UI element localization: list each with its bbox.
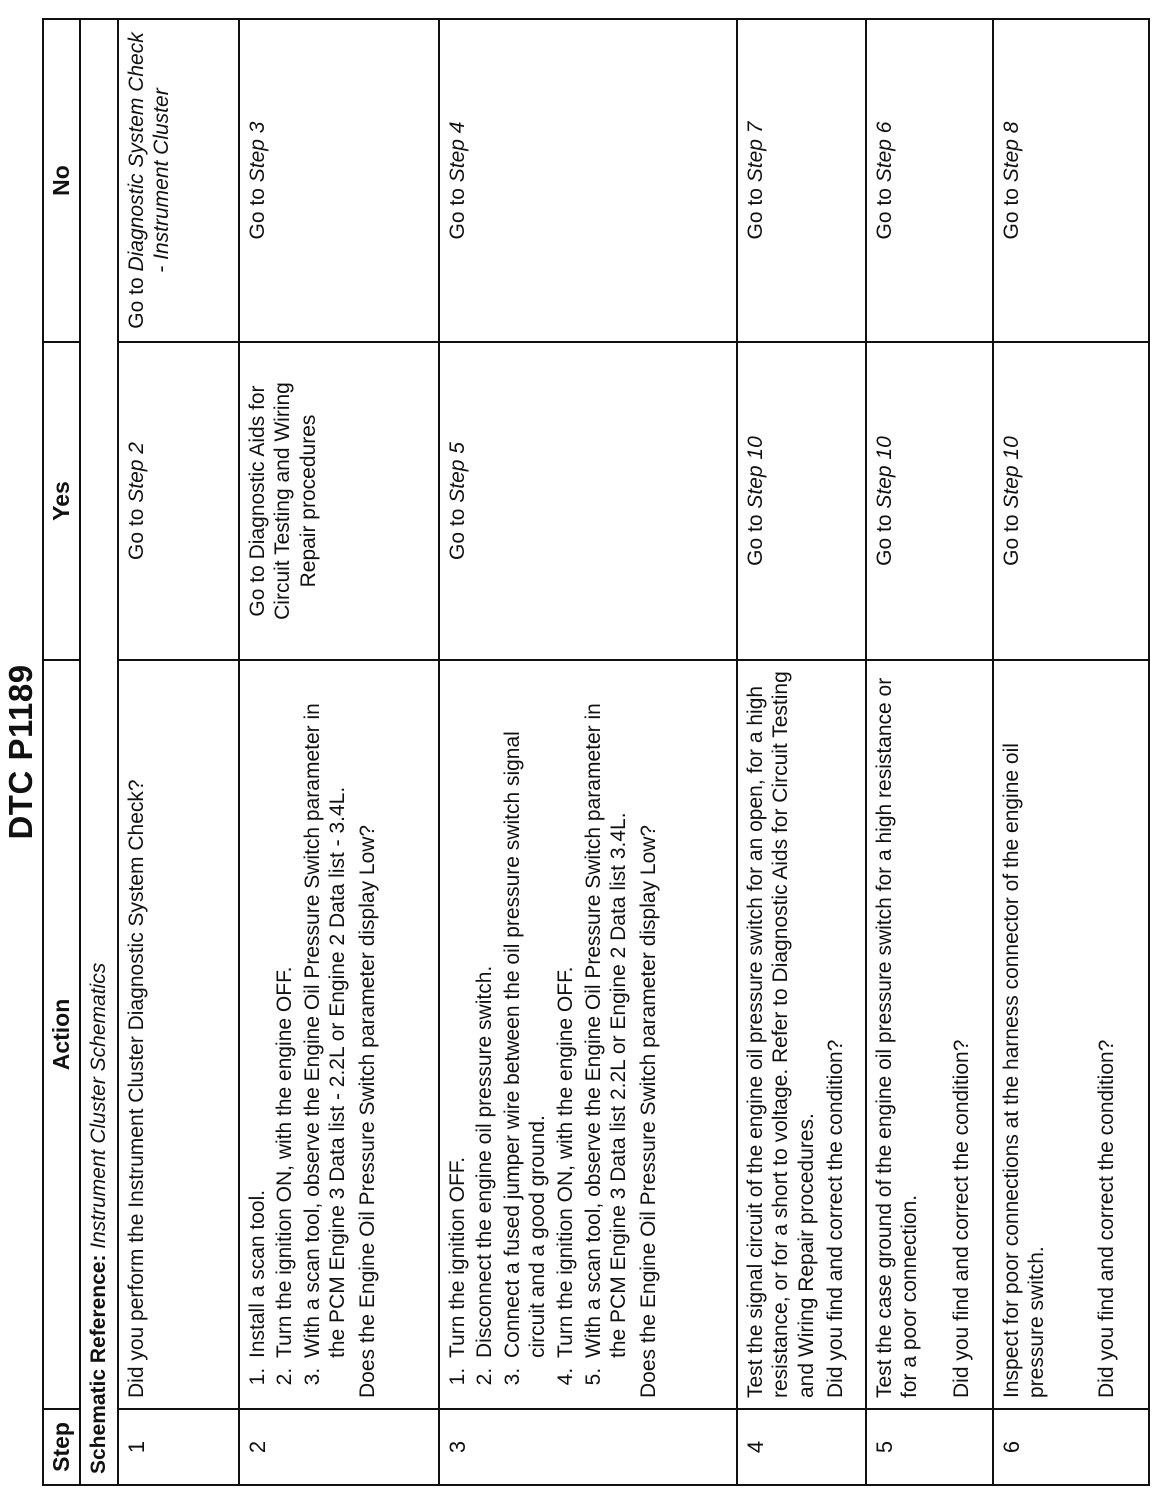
step-number: 3 — [439, 1409, 737, 1485]
no-step-link[interactable]: Step 8 — [999, 121, 1023, 183]
step-number: 6 — [993, 1409, 1149, 1485]
list-item: 4. Turn the ignition ON, with the engine OFF. — [553, 671, 579, 1362]
table-row — [866, 19, 993, 1485]
no-prefix: Go to — [743, 182, 767, 240]
action-question: Does the Engine Oil Pressure Switch parameter display Low? — [636, 824, 660, 1398]
table-row — [993, 19, 1149, 1485]
action-list — [445, 671, 632, 1398]
action-cell — [118, 660, 239, 1409]
schematic-reference-row — [80, 19, 118, 1485]
no-step-link[interactable]: Step 3 — [245, 121, 269, 183]
table-row — [439, 19, 737, 1485]
yes-cell — [866, 342, 993, 660]
schematic-reference-label: Schematic Reference: — [87, 1254, 110, 1474]
no-cell — [737, 19, 866, 342]
action-question: Does the Engine Oil Pressure Switch parameter display Low? — [356, 824, 380, 1398]
yes-step-link[interactable]: Step 10 — [999, 436, 1023, 509]
yes-cell — [439, 342, 737, 660]
yes-cell — [118, 342, 239, 660]
no-cell — [439, 19, 737, 342]
no-cell — [239, 19, 439, 342]
header-action: Action — [43, 660, 80, 1409]
action-cell — [239, 660, 439, 1409]
yes-step-link[interactable]: Step 10 — [743, 436, 767, 509]
no-prefix: Go to — [999, 182, 1023, 240]
yes-step-link[interactable]: Step 5 — [445, 442, 469, 503]
list-item: 2. Disconnect the engine oil pressure switch. — [472, 671, 498, 1362]
spacer — [923, 671, 949, 1398]
schematic-reference-link[interactable]: Instrument Cluster Schematics — [87, 962, 110, 1249]
list-item: 5. With a scan tool, observe the Engine Oil Pressure Switch parameter in the PCM Engine 3 Data list 2.2L or Engine 2 Data list 3.4L. — [581, 671, 632, 1362]
step-number: 1 — [118, 1409, 239, 1485]
table-row — [737, 19, 866, 1485]
yes-prefix: Go to — [872, 508, 896, 566]
no-prefix: Go to — [445, 182, 469, 240]
table-row — [118, 19, 239, 1485]
list-item: 1. Install a scan tool. — [245, 671, 271, 1362]
table-row — [239, 19, 439, 1485]
no-step-link[interactable]: Step 4 — [445, 121, 469, 183]
list-item: 2. Turn the ignition ON, with the engine OFF. — [272, 671, 298, 1362]
no-cell — [993, 19, 1149, 342]
step-number: 4 — [737, 1409, 866, 1485]
yes-prefix: Go to — [124, 502, 148, 560]
list-item: 1. Turn the ignition OFF. — [445, 671, 471, 1362]
action-question: Did you find and correct the condition? — [1094, 1039, 1118, 1398]
step-number: 2 — [239, 1409, 439, 1485]
action-text: Test the case ground of the engine oil pressure switch for a high resistance or for a poor connection. — [872, 677, 922, 1398]
diagnostic-table — [42, 18, 1150, 1486]
no-step-link[interactable]: Step 7 — [743, 121, 767, 183]
schematic-reference — [80, 19, 118, 1485]
action-cell — [866, 660, 993, 1409]
header-step: Step — [43, 1409, 80, 1485]
yes-step-link[interactable]: Step 10 — [872, 436, 896, 509]
action-cell — [439, 660, 737, 1409]
no-prefix: Go to — [124, 271, 148, 329]
yes-prefix: Go to — [743, 508, 767, 566]
header-row — [43, 19, 80, 1485]
list-item: 3. Connect a fused jumper wire between the oil pressure switch signal circuit and a good ground. — [500, 671, 551, 1362]
yes-prefix: Go to — [445, 502, 469, 560]
yes-step-link[interactable]: Step 2 — [124, 442, 148, 503]
no-step-link[interactable]: Step 6 — [872, 121, 896, 183]
action-cell — [993, 660, 1149, 1409]
yes-cell — [737, 342, 866, 660]
yes-prefix: Go to — [999, 508, 1023, 566]
header-yes: Yes — [43, 342, 80, 660]
no-cell — [118, 19, 239, 342]
page-title: DTC P1189 — [2, 664, 39, 840]
action-question: Did you find and correct the condition? — [824, 1039, 848, 1398]
spacer — [1050, 671, 1094, 1398]
action-cell — [737, 660, 866, 1409]
action-text: Inspect for poor connections at the harness connector of the engine oil pressure switch. — [999, 743, 1049, 1398]
list-item: 3. With a scan tool, observe the Engine Oil Pressure Switch parameter in the PCM Engine 3 Data list - 2.2L or Engine 2 Data list - 3.4L. — [300, 671, 351, 1362]
step-number: 5 — [866, 1409, 993, 1485]
yes-cell — [993, 342, 1149, 660]
no-prefix: Go to — [245, 182, 269, 240]
yes-cell — [239, 342, 439, 660]
action-list — [245, 671, 351, 1398]
header-no: No — [43, 19, 80, 342]
no-cell — [866, 19, 993, 342]
action-question: Did you find and correct the condition? — [949, 1039, 973, 1398]
yes-text[interactable]: Go to Diagnostic Aids for Circuit Testing and Wiring Repair procedures — [245, 382, 320, 620]
no-prefix: Go to — [872, 182, 896, 240]
no-step-link[interactable]: Diagnostic System Check - Instrument Cluster — [124, 32, 174, 273]
action-text: Did you perform the Instrument Cluster Diagnostic System Check? — [124, 779, 148, 1398]
action-text: Test the signal circuit of the engine oil pressure switch for an open, for a high resistance, or for a short to voltage. Refer to Diagnostic Aids for Circuit Testing and Wiring Repair procedures. — [743, 671, 818, 1398]
